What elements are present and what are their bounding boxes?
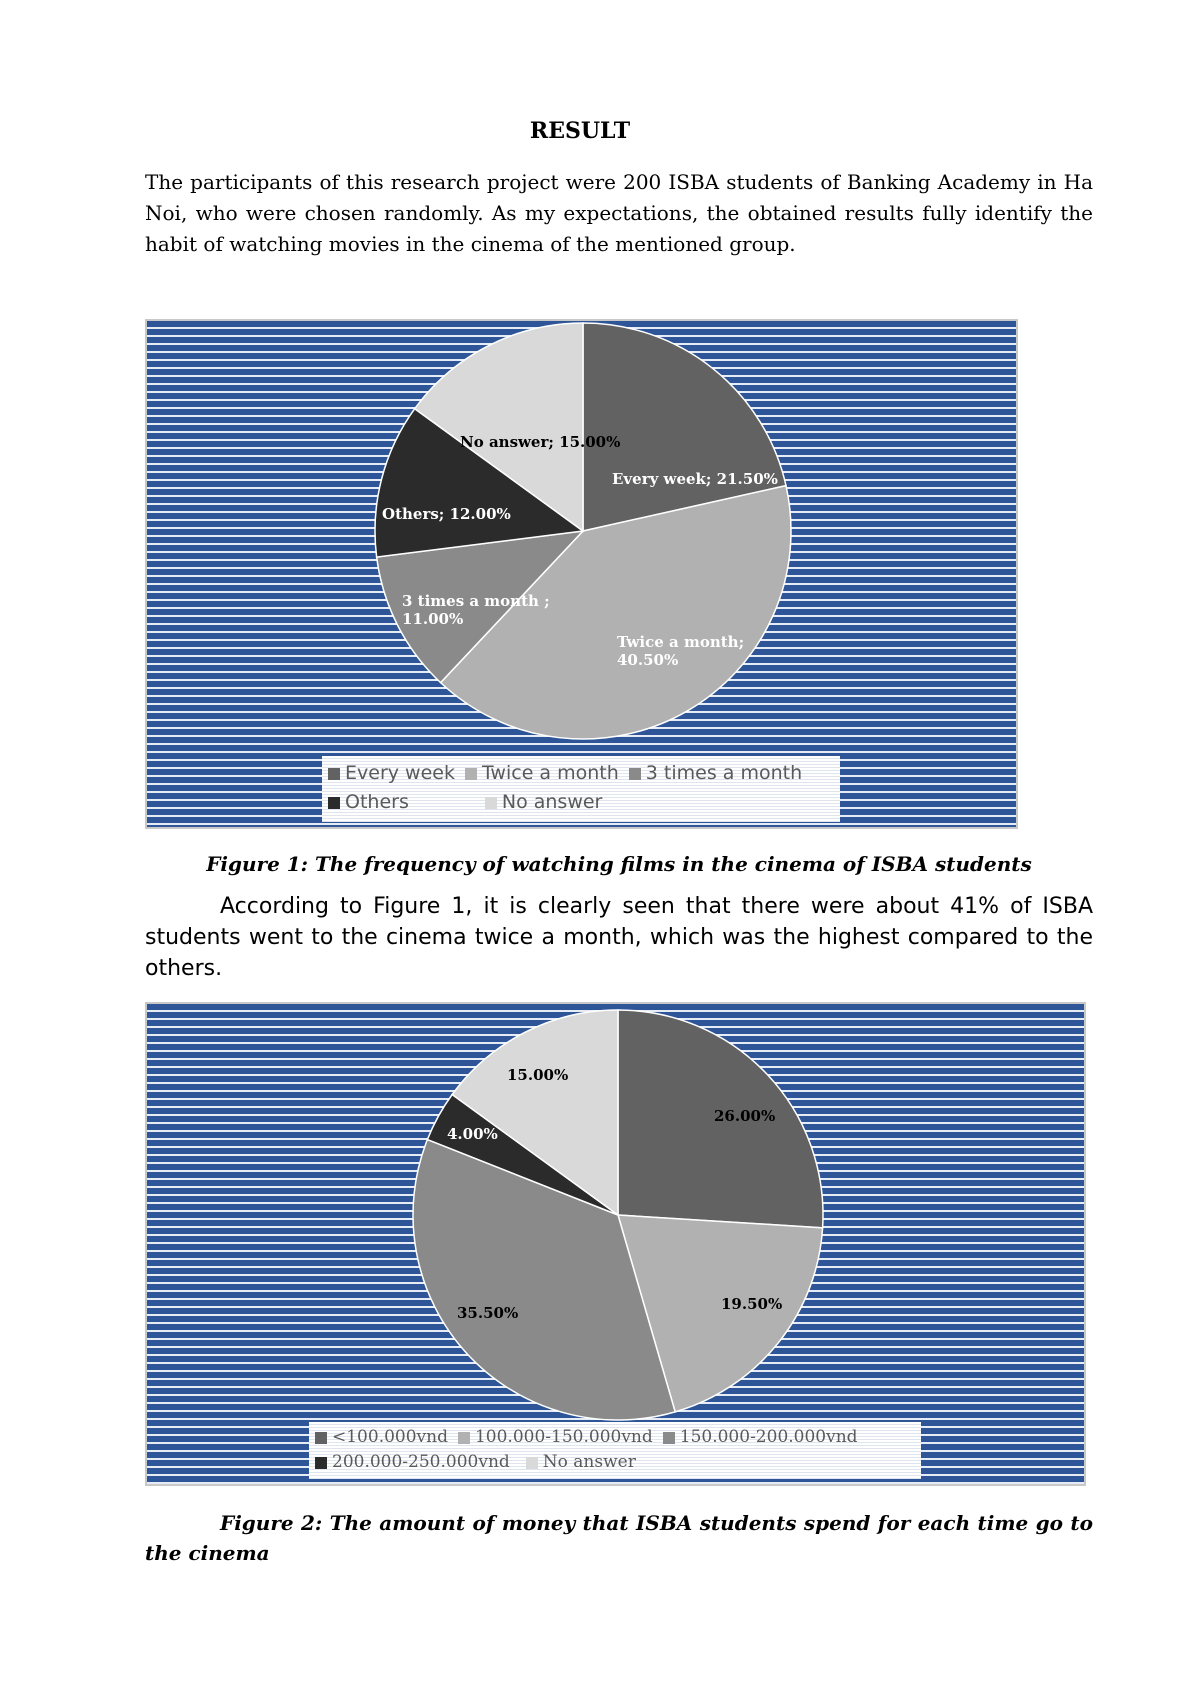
figure-2-caption: Figure 2: The amount of money that ISBA students spend for each time go to the cinema (145, 1511, 1093, 1565)
figure-1-caption: Figure 1: The frequency of watching films in the cinema of ISBA students (206, 852, 1032, 876)
legend-swatch (485, 797, 497, 809)
legend-item-no-answer: No answer (526, 1450, 636, 1475)
frequency-chart-legend (322, 756, 840, 822)
legend-swatch (526, 1457, 538, 1469)
legend-swatch (663, 1432, 675, 1444)
spending-pie-svg (147, 1004, 1086, 1486)
section-heading: RESULT (529, 118, 631, 144)
legend-swatch (328, 768, 340, 780)
frequency-pie-svg (147, 321, 1018, 829)
legend-item-3-times-a-month: 3 times a month (629, 759, 802, 788)
legend-item-every-week: Every week (328, 759, 455, 788)
spending-chart-legend (309, 1422, 921, 1479)
spending-pie-chart (145, 1002, 1086, 1486)
data-label-100-000vnd: 26.00% (714, 1107, 776, 1125)
data-label-150-000-200-000vnd: 35.50% (457, 1304, 519, 1322)
legend-item-150k-200k: 150.000-200.000vnd (663, 1425, 858, 1450)
legend-swatch (465, 768, 477, 780)
legend-swatch (458, 1432, 470, 1444)
data-label-twice-a-month: Twice a month; 40.50% (617, 633, 745, 669)
data-label-3-times-a-month: 3 times a month ; 11.00% (402, 592, 550, 628)
data-label-no-answer: No answer; 15.00% (460, 433, 621, 451)
data-label-others: Others; 12.00% (382, 505, 511, 523)
legend-item-100k-150k: 100.000-150.000vnd (458, 1425, 653, 1450)
data-label-100-000-150-000vnd: 19.50% (721, 1295, 783, 1313)
data-label-200-000-250-000vnd: 4.00% (447, 1125, 498, 1143)
legend-swatch (328, 797, 340, 809)
legend-swatch (315, 1432, 327, 1444)
legend-item-under-100k: <100.000vnd (315, 1425, 448, 1450)
intro-paragraph: The participants of this research project were 200 ISBA students of Banking Academy in Ha Noi, who were chosen randomly. As my expectations, the obtained results fully identify the habit of watching movies in the cinema of the mentioned group. (145, 170, 1093, 256)
analysis-paragraph: According to Figure 1, it is clearly seen that there were about 41% of ISBA students went to the cinema twice a month, which was the highest compared to the others. (145, 894, 1093, 981)
legend-item-others: Others (328, 788, 409, 817)
legend-item-200k-250k: 200.000-250.000vnd (315, 1450, 510, 1475)
frequency-pie-chart (145, 319, 1018, 829)
legend-swatch (629, 768, 641, 780)
data-label-no-answer: 15.00% (507, 1066, 569, 1084)
legend-item-twice-a-month: Twice a month (465, 759, 619, 788)
legend-swatch (315, 1457, 327, 1469)
data-label-every-week: Every week; 21.50% (612, 470, 778, 488)
legend-item-no-answer: No answer (485, 788, 603, 817)
